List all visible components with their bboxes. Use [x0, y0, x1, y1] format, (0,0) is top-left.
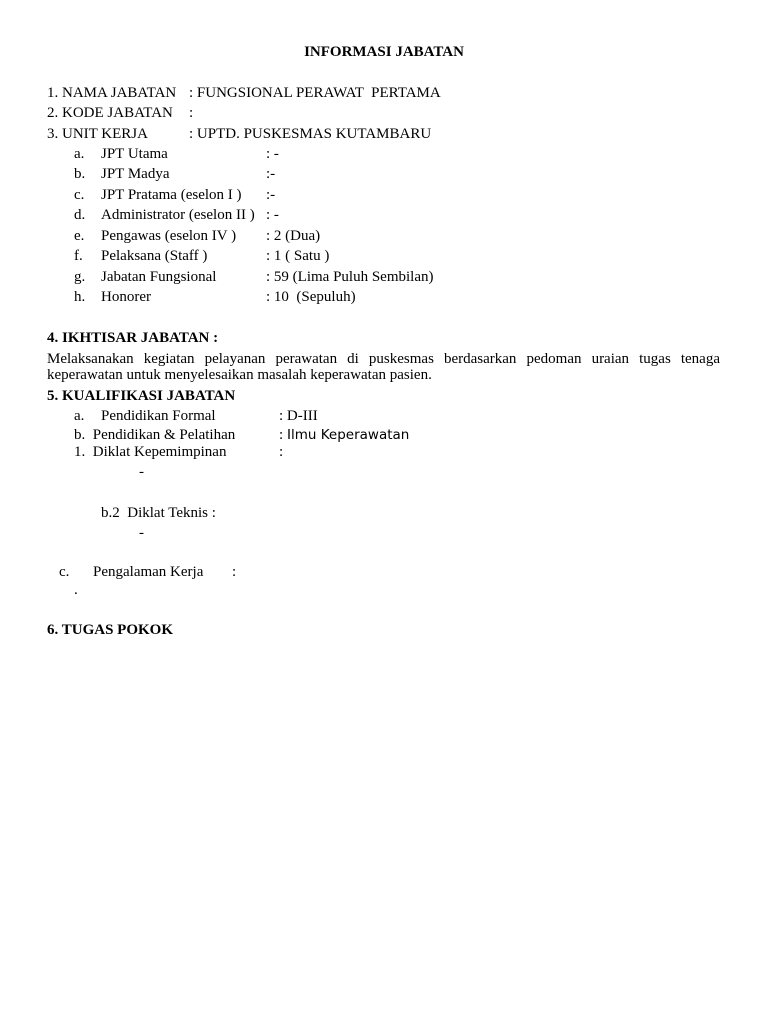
unit-item-letter: g. [74, 269, 86, 285]
unit-item-label: Jabatan Fungsional [101, 269, 217, 285]
section-heading-kualifikasi: 5. KUALIFIKASI JABATAN [47, 388, 236, 404]
unit-item-letter: f. [74, 248, 83, 264]
kualifikasi-b-label: b. Pendidikan & Pelatihan [74, 427, 236, 443]
field-label-kode-jabatan: 2. KODE JABATAN [47, 105, 173, 121]
kualifikasi-c-letter: c. [59, 564, 70, 580]
field-value-kode-jabatan: : [189, 105, 194, 121]
unit-item-letter: h. [74, 289, 86, 305]
unit-item-letter: a. [74, 146, 85, 162]
unit-item-value: : 2 (Dua) [266, 228, 321, 244]
unit-item-value: : - [266, 207, 279, 223]
diklat-kepemimpinan-dash: - [139, 464, 144, 480]
field-value-nama-jabatan: : FUNGSIONAL PERAWAT PERTAMA [189, 85, 441, 101]
diklat-teknis-label: b.2 Diklat Teknis : [101, 505, 216, 521]
diklat-kepemimpinan-label: 1. Diklat Kepemimpinan [74, 444, 227, 460]
field-label-unit-kerja: 3. UNIT KERJA [47, 126, 148, 142]
kualifikasi-a-label: Pendidikan Formal [101, 408, 216, 424]
field-value-unit-kerja: : UPTD. PUSKESMAS KUTAMBARU [189, 126, 432, 142]
kualifikasi-a-letter: a. [74, 408, 85, 424]
unit-item-value: : 1 ( Satu ) [266, 248, 330, 264]
unit-item-label: Administrator (eselon II ) [101, 207, 255, 223]
unit-item-letter: e. [74, 228, 85, 244]
diklat-kepemimpinan-value: : [279, 444, 284, 460]
kualifikasi-b-value: Ilmu Keperawatan [287, 427, 410, 443]
kualifikasi-c-label: Pengalaman Kerja [93, 564, 204, 580]
unit-item-value: : 10 (Sepuluh) [266, 289, 356, 305]
unit-item-letter: c. [74, 187, 85, 203]
ikhtisar-paragraph: Melaksanakan kegiatan pelayanan perawatan di puskesmas berdasarkan pedoman uraian tugas tenaga keperawatan untuk menyelesaikan masalah keperawatan pasien. [47, 351, 720, 383]
unit-item-label: JPT Utama [101, 146, 168, 162]
unit-item-value: :- [266, 187, 276, 203]
unit-item-label: JPT Madya [101, 166, 170, 182]
unit-item-label: JPT Pratama (eselon I ) [101, 187, 242, 203]
kualifikasi-a-value: : D-III [279, 408, 318, 424]
unit-item-letter: b. [74, 166, 86, 182]
page-title: INFORMASI JABATAN [304, 44, 464, 60]
unit-item-value: : - [266, 146, 279, 162]
kualifikasi-b-colon: : [279, 427, 284, 443]
field-label-nama-jabatan: 1. NAMA JABATAN [47, 85, 177, 101]
diklat-teknis-dash: - [139, 525, 144, 541]
section-heading-tugas-pokok: 6. TUGAS POKOK [47, 622, 173, 638]
unit-item-value: : 59 (Lima Puluh Sembilan) [266, 269, 434, 285]
section-heading-ikhtisar: 4. IKHTISAR JABATAN : [47, 330, 219, 346]
kualifikasi-c-dot: . [74, 582, 78, 598]
unit-item-letter: d. [74, 207, 86, 223]
unit-item-label: Pengawas (eselon IV ) [101, 228, 237, 244]
unit-item-label: Pelaksana (Staff ) [101, 248, 208, 264]
kualifikasi-c-value: : [232, 564, 237, 580]
unit-item-value: :- [266, 166, 276, 182]
unit-item-label: Honorer [101, 289, 151, 305]
